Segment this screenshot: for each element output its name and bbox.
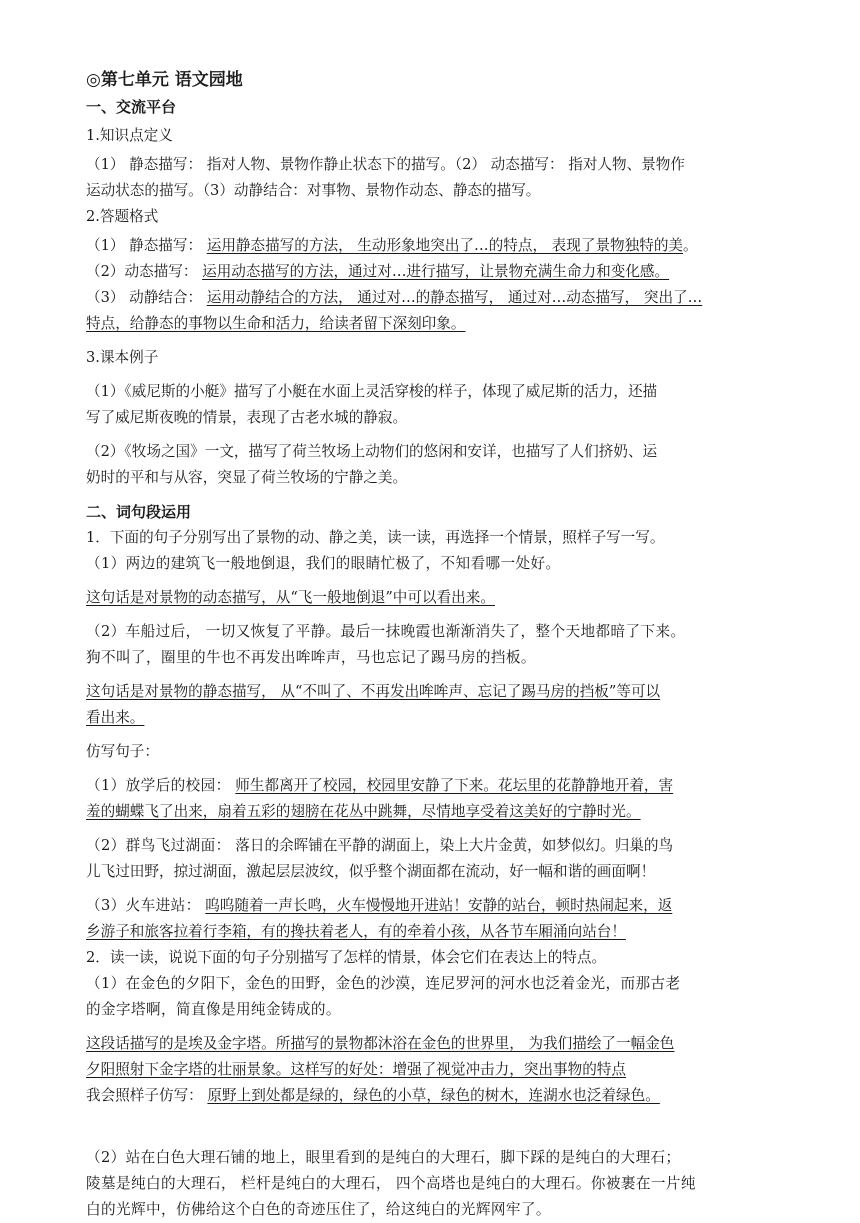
imitate-label: 仿写句子：	[86, 743, 159, 760]
textbook-example-1	[86, 379, 776, 431]
section-heading-exchange-platform: 一、交流平台	[86, 98, 177, 116]
example-line: （1）《威尼斯的小艇》描写了小艇在水面上灵活穿梭的样子，体现了威尼斯的活力，还描	[86, 383, 658, 400]
answer-format-item-3	[86, 285, 776, 337]
sentence-line: （1）在金色的夕阳下，金色的田野，金色的沙漠，连尼罗河的河水也泛着金光，而那古老	[86, 975, 681, 992]
answer-line: 这段话描写的是埃及金字塔。所描写的景物都沐浴在金色的世界里， 为我们描绘了一幅金色	[86, 1035, 675, 1052]
question-1-sentence-2	[86, 619, 776, 671]
example-line: 写了威尼斯夜晚的情景，表现了古老水城的静寂。	[86, 409, 408, 426]
answer-format-label: （2）动态描写：	[86, 263, 198, 280]
sentence-line: 白的光辉中，仿佛给这个白色的奇迹压住了，给这纯白的光辉网牢了。	[86, 1201, 551, 1218]
imitate-item-text: 落日的余晖铺在平静的湖面上，染上大片金黄，如梦似幻。归巢的鸟	[235, 837, 674, 854]
question-2-sentence-1	[86, 971, 776, 1023]
answer-format-label: （1） 静态描写：	[86, 237, 203, 254]
definitions-paragraph	[86, 152, 776, 204]
answer-line: 看出来。	[86, 709, 145, 726]
question-1-answer-1: 这句话是对景物的动态描写，从“飞一般地倒退”中可以看出来。	[86, 589, 495, 606]
question-1: 1．下面的句子分别写出了景物的动、静之美，读一读，再选择一个情景，照样子写一写。	[86, 529, 665, 546]
question-2-answer-1	[86, 1031, 776, 1083]
sentence-line: 陵墓是纯白的大理石， 栏杆是纯白的大理石， 四个高塔也是纯白的大理石。你被裹在一片纯	[86, 1175, 696, 1192]
sentence-line: （2）站在白色大理石铺的地上，眼里看到的是纯白的大理石，脚下踩的是纯白的大理石；	[86, 1149, 681, 1166]
sentence-line: （2）车船过后， 一切又恢复了平静。最后一抹晚霞也渐渐消失了，整个天地都暗了下来。	[86, 623, 686, 640]
textbook-example-2	[86, 439, 776, 491]
imitate-item-text: 羞的蝴蝶飞了出来，扇着五彩的翅膀在花丛中跳舞，尽情地享受着这美好的宁静时光。	[86, 803, 641, 820]
imitate-item-3	[86, 893, 776, 945]
answer-format-text: 运用静态描写的方法， 生动形象地突出了…的特点， 表现了景物独特的美	[206, 237, 684, 254]
subheading-answer-format: 2.答题格式	[86, 208, 159, 225]
question-1-sentence-1: （1）两边的建筑飞一般地倒退，我们的眼睛忙极了，不知看哪一处好。	[86, 555, 561, 572]
question-2-sentence-2	[86, 1145, 776, 1223]
imitate-item-text: 师生都离开了校园，校园里安静了下来。花坛里的花静静地开着，害	[235, 777, 674, 794]
definitions-line-2: 运动状态的描写。（3）动静结合：对事物、景物作动态、静态的描写。	[86, 182, 541, 199]
example-line: （2）《牧场之国》一文，描写了荷兰牧场上动物们的悠闲和安详，也描写了人们挤奶、运	[86, 443, 658, 460]
answer-format-text: 运用动静结合的方法， 通过对…的静态描写， 通过对…动态描写， 突出了…	[206, 289, 703, 306]
subheading-textbook-examples: 3.课本例子	[86, 349, 159, 366]
page-title: ◎第七单元 语文园地	[86, 70, 243, 90]
imitate-item-text: 乡游子和旅客拉着行李箱，有的搀扶着老人，有的牵着小孩，从各节车厢涌向站台！	[86, 923, 626, 940]
imitate-item-text: 呜呜随着一声长鸣，火车慢慢地开进站！安静的站台，顿时热闹起来，返	[205, 897, 673, 914]
answer-format-text-cont: 特点，给静态的事物以生命和活力，给读者留下深刻印象。	[86, 315, 466, 332]
question-1-answer-2	[86, 679, 776, 731]
imitate-item-1	[86, 773, 776, 825]
answer-format-item-1	[86, 233, 776, 259]
sentence-line: 的金字塔啊，简直像是用纯金铸成的。	[86, 1001, 341, 1018]
section-heading-sentence-practice: 二、词句段运用	[86, 503, 192, 521]
imitate-item-label: （3）火车进站：	[86, 897, 201, 914]
imitate-label: 我会照样子仿写：	[86, 1087, 203, 1104]
answer-line: 这句话是对景物的静态描写， 从“不叫了、不再发出哞哞声、忘记了踢马房的挡板”等可以	[86, 683, 661, 700]
imitate-item-label: （1）放学后的校园：	[86, 777, 231, 794]
answer-format-item-2	[86, 259, 776, 285]
question-2-imitate	[86, 1083, 776, 1109]
sentence-line: 狗不叫了，圈里的牛也不再发出哞哞声，马也忘记了踢马房的挡板。	[86, 649, 536, 666]
imitate-item-label: （2）群鸟飞过湖面：	[86, 837, 231, 854]
imitate-item-text: 儿飞过田野，掠过湖面，激起层层波纹，似乎整个湖面都在流动，好一幅和谐的画面啊！	[86, 863, 656, 880]
answer-format-end: 。	[683, 237, 698, 254]
imitate-item-2	[86, 833, 776, 885]
answer-format-label: （3） 动静结合：	[86, 289, 203, 306]
example-line: 奶时的平和与从容，突显了荷兰牧场的宁静之美。	[86, 469, 408, 486]
answer-format-text: 运用动态描写的方法，通过对…进行描写，让景物充满生命力和变化感。	[202, 263, 670, 280]
definitions-line-1: （1） 静态描写： 指对人物、景物作静止状态下的描写。（2） 动态描写： 指对人物、景物作	[86, 156, 685, 173]
subheading-definitions: 1.知识点定义	[86, 127, 173, 144]
answer-line: 夕阳照射下金字塔的壮丽景象。这样写的好处：增强了视觉冲击力，突出事物的特点	[86, 1061, 626, 1078]
blank-spacer	[86, 1109, 776, 1145]
question-2: 2．读一读，说说下面的句子分别描写了怎样的情景，体会它们在表达上的特点。	[86, 949, 607, 966]
imitate-text: 原野上到处都是绿的，绿色的小草，绿色的树木，连湖水也泛着绿色。	[207, 1087, 660, 1104]
